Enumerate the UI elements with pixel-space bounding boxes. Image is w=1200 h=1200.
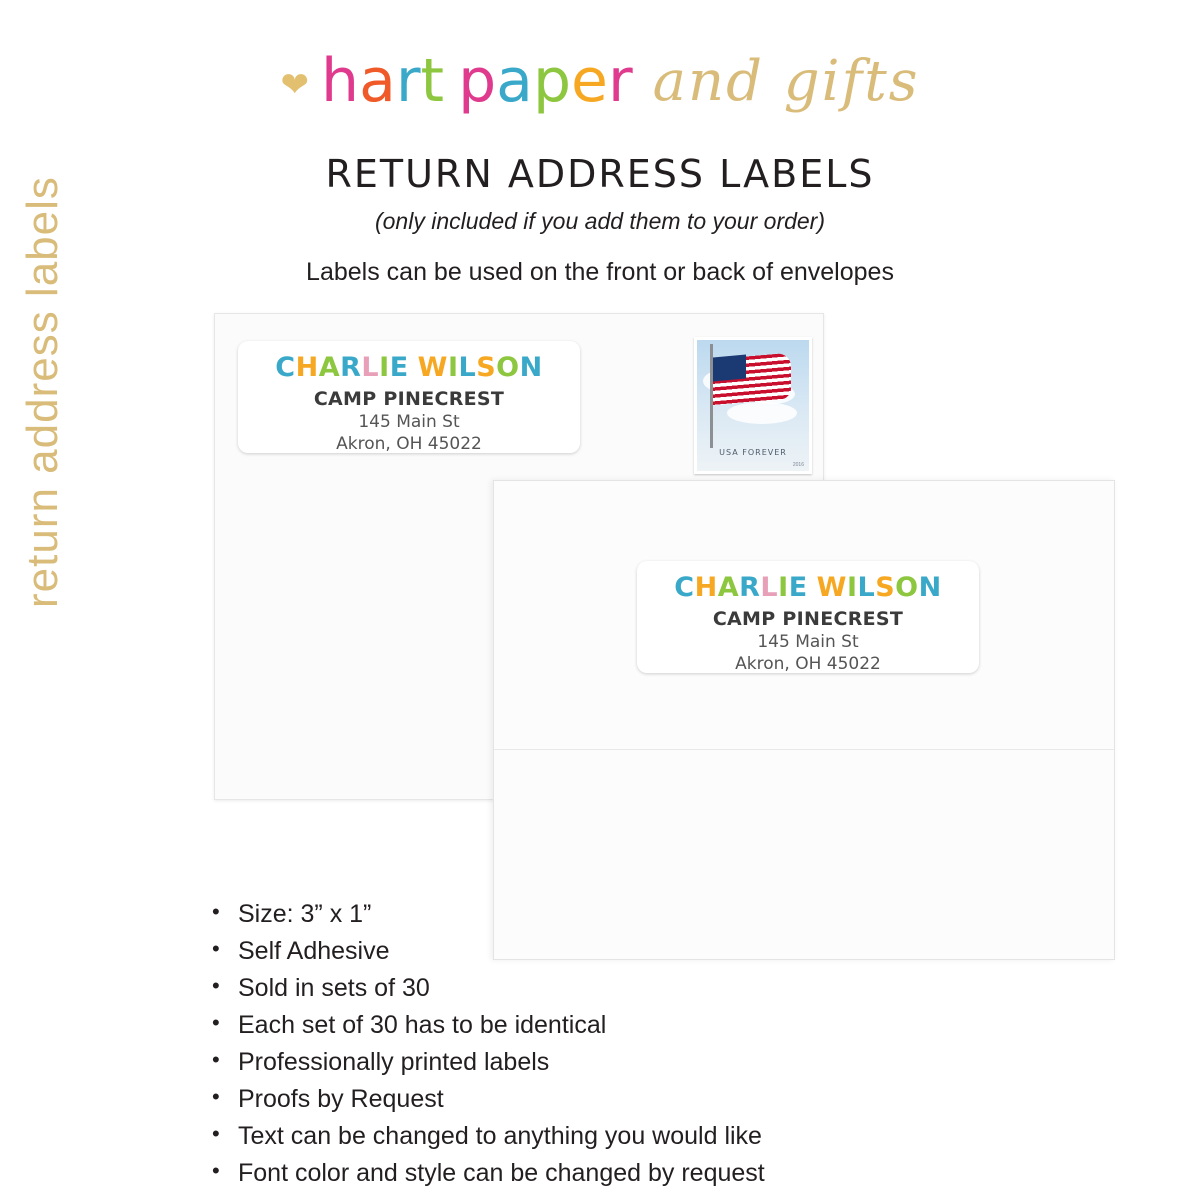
page-title: RETURN ADDRESS LABELS [325,152,875,196]
label-line-4: Akron, OH 45022 [735,654,881,673]
envelope-back-view [493,480,1115,960]
list-item: • Text can be changed to anything you would like [212,1120,1012,1153]
list-item: • Proofs by Request [212,1083,1012,1116]
label-line-2: CAMP PINECREST [313,388,505,411]
usage-note: Labels can be used on the front or back of envelopes [306,258,894,286]
address-label-on-back [637,561,979,673]
label-name: CHARLIE WILSON [275,352,543,383]
brand-wordmark: hart paper [321,46,633,116]
list-item: • Each set of 30 has to be identical [212,1009,1012,1042]
label-line-3: 145 Main St [757,632,859,653]
list-item: • Sold in sets of 30 [212,972,1012,1005]
page-subtitle: (only included if you add them to your order) [374,208,826,234]
brand-logo [0,26,1200,136]
vertical-side-label: return address labels [18,176,67,608]
us-flag-stamp-icon [694,337,812,474]
stamp-caption: USA FOREVER [719,448,787,457]
list-item: • Size: 3” x 1” [212,898,1012,931]
label-line-4: Akron, OH 45022 [336,434,482,453]
envelope-flap-divider [494,749,1114,750]
address-label-on-front [238,341,580,453]
heart-icon: ❤ [280,66,310,104]
label-name: CHARLIE WILSON [674,572,942,603]
list-item: • Self Adhesive [212,935,1012,968]
list-item: • Font color and style can be changed by request [212,1157,1012,1190]
list-item: • Professionally printed labels [212,1046,1012,1079]
stamp-year: 2016 [792,462,804,468]
label-line-3: 145 Main St [358,412,460,433]
features-list [212,898,1012,1194]
brand-tagline: and gifts [652,48,920,114]
label-line-2: CAMP PINECREST [712,608,904,631]
